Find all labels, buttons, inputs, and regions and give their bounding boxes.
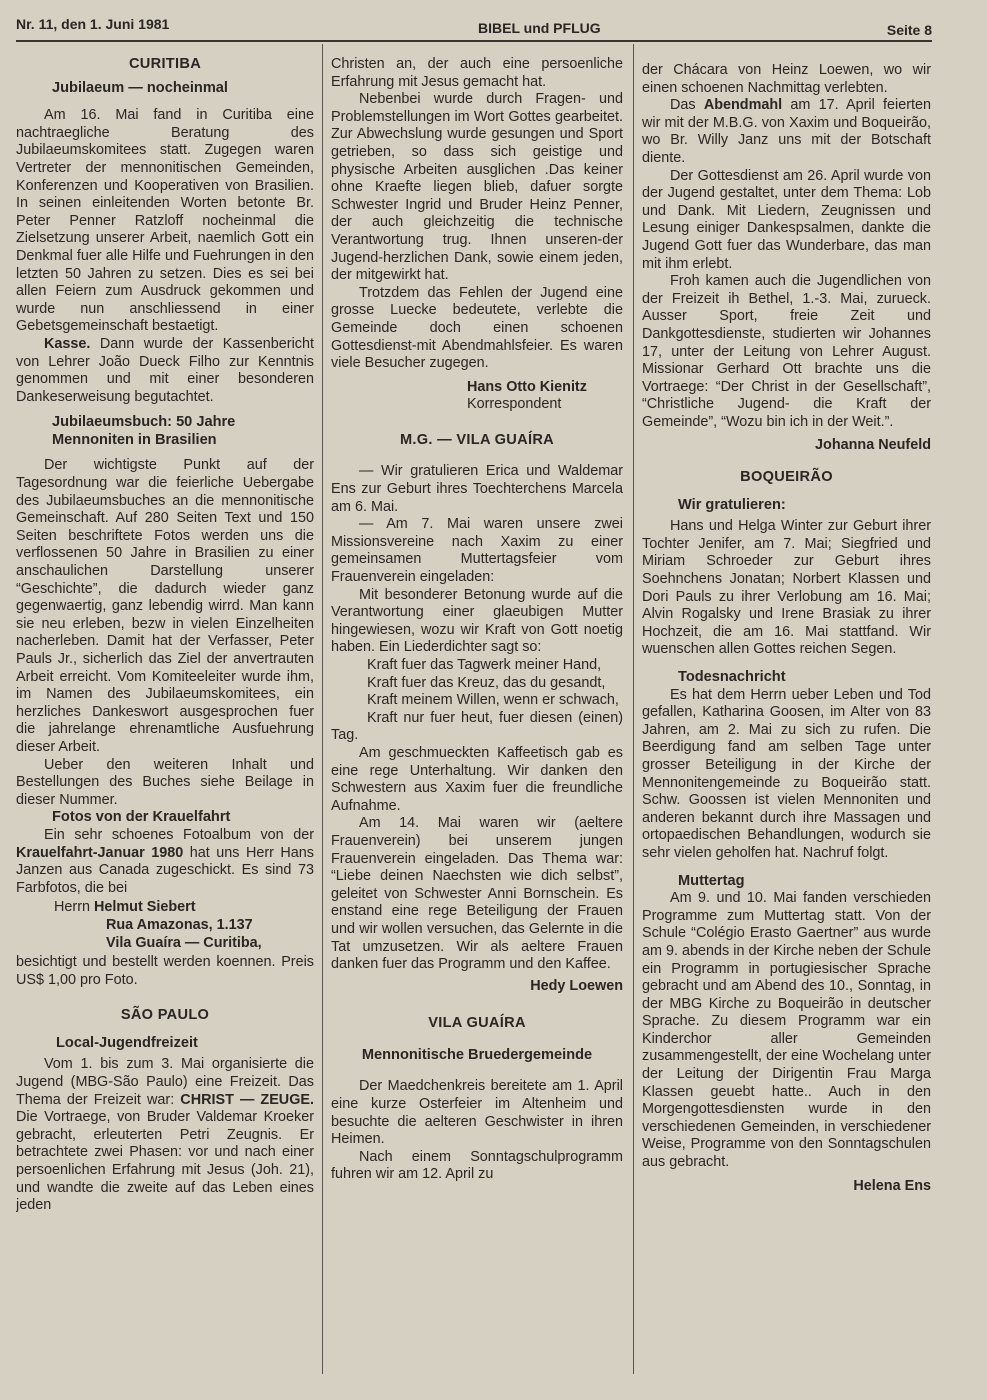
subheading-mennonitische-bruedergemeinde: Mennonitische Bruedergemeinde <box>361 1046 593 1063</box>
column-2 <box>331 52 623 1392</box>
signature-neufeld: Johanna Neufeld <box>815 437 931 454</box>
paragraph: Der Maedchenkreis bereitete am 1. April eine kurze Osterfeier im Altenheim und besuchte die aelteren Geschwister in ihren Heimen. <box>331 1078 623 1148</box>
inline-text: Dann wurde der Kassenbericht von Lehrer João Dueck Filho zur Kenntnis genommen und mit einer besonderen Dankeserweisung begutachtet. <box>16 335 314 405</box>
inline-text: Herrn <box>54 899 94 916</box>
paragraph: Am 16. Mai fand in Curitiba eine nachtraegliche Beratung des Jubilaeumskomitees statt. Zugegen waren Vertreter der mennonitischen Gemeinden, Konferenzen und Kooperativen von Brasilien. In seinen einleitenden Worten betonte Br. Peter Penner Ratzloff nocheinmal die Zielsetzung unserer Arbeit, naemlich Gott ein Denkmal fuer alle Hilfe und Fuehrungen in den letzten 50 Jahren zu setzen. Dies es sei bei allen Feiern zum Ausdruck gekommen und wurde nun anschliessend in einer Gebetsgemeinschaft bestaetigt. <box>16 107 314 335</box>
column-rule-1 <box>322 44 323 1374</box>
paragraph: — Am 7. Mai waren unsere zwei Missionsvereine nach Xaxim zu einer gemeinsamen Muttertagsfeier vom Frauenverein eingeladen: <box>331 516 623 586</box>
paragraph: Mit besonderer Betonung wurde auf die Verantwortung einer glaeubigen Mutter hingewiesen, wozu wir Kraft von Gott noetig haben. Ein Liederdichter sagt so: <box>331 586 623 656</box>
page-number: Seite 8 <box>886 22 932 38</box>
header-rule <box>16 40 932 42</box>
poem-line: Kraft nur fuer heut, fuer diesen (einen) Tag. <box>331 709 623 744</box>
subheading-jubilaeumsbuch: Jubilaeumsbuch: 50 Jahre Mennoniten in Brasilien <box>52 414 236 448</box>
inline-text: Die Vortraege, von Bruder Valdemar Kroeker gebracht, erleuterten Petri Zeugnis. Er betrachtete zwei Phasen: vor und nach einer persoenlichen Erfahrung mit Jesus (Joh. 21), und wandte die zweite auf das Leben eines jeden <box>16 1109 314 1214</box>
column-3 <box>642 52 931 1392</box>
address-line: Vila Guaíra — Curitiba, <box>106 934 262 951</box>
subheading-wir-gratulieren: Wir gratulieren: <box>678 496 786 513</box>
paragraph <box>16 336 314 406</box>
paragraph: Am geschmueckten Kaffeetisch gab es eine rege Unterhaltung. Wir danken den Schwestern aus Xaxim fuer die freundliche Aufnahme. <box>331 744 623 814</box>
issue-date: Nr. 11, den 1. Juni 1981 <box>16 16 170 32</box>
paragraph: Nebenbei wurde durch Fragen- und Problemstellungen im Wort Gottes gearbeitet. Zur Abwechslung wurde gesungen und Sport getrieben, so dass sich geistige und physische Arbeiten ausglichen .Das keiner ohne Kraefte liegen blieb, dafuer sorgte Schwester Ingrid und Bruder Heinz Penner, der auch gleichzeitig die technische Verantwortung trug. Ihnen unseren-der Jugend-herzlichen Dank, sowie einem jeden, der mitgewirkt hat. <box>331 91 623 284</box>
paragraph: Nach einem Sonntagschulprogramm fuhren wir am 12. April zu <box>331 1148 623 1183</box>
address-block <box>16 899 314 952</box>
inline-bold: Krauelfahrt-Januar 1980 <box>16 844 184 861</box>
paragraph: Am 9. und 10. Mai fanden verschieden Programme zum Muttertag statt. Von der Schule “Colégio Erasto Gaertner” aus wurde am 9. abends in der Kirche neben der Schule ein Programm in portugiesischer Sprache gebracht und am Abend des 10., Sonntag, in der MBG Kirche zu Boqueirão in deutscher Sprache. Zu diesem Programm war ein Kinderchor aller Gemeinden zusammengestellt, der eine Wochelang unter der Leitung der Dirigentin Frau Marga Klassen geuebt hatte.. Auch in den Morgengottesdiensten wurde in den verschiedenen Gemeinden, in verschiedener Weise, Programme von den Sonntagschulen aus gebracht. <box>642 890 931 1171</box>
paragraph: Der Gottesdienst am 26. April wurde von der Jugend gestaltet, unter dem Thema: Lob und Dank. Mit Liedern, Zeugnissen und Lesung einiger Dankespsalmen, dankte die Jugend Gott fuer das Wunderbare, das man mit ihm erlebt. <box>642 167 931 272</box>
newspaper-title: BIBEL und PFLUG <box>478 20 601 36</box>
paragraph: Am 14. Mai waren wir (aeltere Frauenverein) bei unserem jungen Frauenverein eingeladen. Das Thema war: “Liebe deinen Naechsten wie dich selbst”, geleitet von Schwester Anni Bornschein. Es enstand eine rege Beteiligung der Frauen und wir wollen versuchen, das Gelernte in die Tat umzusetzen. Wir als aeltere Frauen danken fuer das Programm und den Kaffee. <box>331 815 623 973</box>
section-title-mg-vila-guaira: M.G. — VILA GUAÍRA <box>399 431 555 448</box>
signature-kienitz <box>331 379 623 414</box>
section-title-vila-guaira: VILA GUAÍRA <box>428 1015 526 1032</box>
inline-text: Vom 1. bis zum 3. Mai organisierte die Jugend (MBG-São Paulo) eine Freizeit. Das Thema der Freizeit war: <box>16 1056 314 1108</box>
paragraph: Christen an, der auch eine persoenliche Erfahrung mit Jesus gemacht hat. <box>331 56 623 90</box>
section-title-boqueirao: BOQUEIRÃO <box>740 469 833 486</box>
inline-text: am 17. April feierten wir mit der M.B.G. von Xaxim und Boqueirão, wo Br. Willy Janz uns mit der Botschaft diente. <box>642 97 931 166</box>
paragraph <box>16 827 314 897</box>
paragraph: der Chácara von Heinz Loewen, wo wir einen schoenen Nachmittag verlebten. <box>642 62 931 96</box>
subheading-todesnachricht: Todesnachricht <box>678 669 786 685</box>
inline-text: Ein sehr schoenes Fotoalbum von der <box>44 826 314 843</box>
signature-role: Korrespondent <box>467 396 562 413</box>
page-header <box>16 12 932 42</box>
paragraph: Es hat dem Herrn ueber Leben und Tod gefallen, Katharina Goosen, im Alter von 83 Jahren, am 2. Mai zu sich zu rufen. Die Beerdigung fand am selben Tage unter grosser Beteiligung in der Kirche der Mennonitengemeinde zu Boqueirão statt. Schw. Goossen ist vielen Mennoniten und anderen bekannt durch ihre Massagen und ortopaedischen Behandlungen, wodurch sie sehr vielen geholfen hat. Nachruf folgt. <box>642 686 931 861</box>
poem-line: Kraft fuer das Tagwerk meiner Hand, <box>367 657 602 673</box>
signature-loewen: Hedy Loewen <box>530 977 623 994</box>
subheading-local-jugendfreizeit: Local-Jugendfreizeit <box>56 1034 198 1051</box>
inline-bold: Kasse. <box>44 335 91 352</box>
paragraph: Trotzdem das Fehlen der Jugend eine grosse Luecke bedeutete, verlebte die Gemeinde doch einen schoenen Gottesdienst-mit Abendmahlsfeier. Es waren viele Besucher zugegen. <box>331 284 623 372</box>
paragraph: Froh kamen auch die Jugendlichen von der Freizeit ih Bethel, 1.-3. Mai, zurueck. Ausser Sport, freie Zeit und Dankgottesdienste, studierten wir Johannes 17, unter der Leitung von Lehrer August. Missionar Gerhard Ott brachte uns die Vortraege: “Der Christ in der Gesellschaft”, “Christliche Jugend- die Kraft der Gemeinde”, “Wozu bin ich in der Weit.”. <box>642 273 931 430</box>
signature-name: Hans Otto Kienitz <box>467 378 587 395</box>
poem-line: Kraft fuer das Kreuz, das du gesandt, <box>367 674 606 691</box>
signature-ens: Helena Ens <box>853 1177 931 1194</box>
paragraph: Hans und Helga Winter zur Geburt ihrer Tochter Jenifer, am 7. Mai; Siegfried und Miriam Schroeder zur Geburt ihres Soehnchens Jonatan; Norbert Klassen und Dori Pauls zu ihrer Verlobung am 16. Mai; Alvin Rogalsky und Irene Brasiak zu ihrer Hochzeit, die am 16. Mai stattfand. Wir wuenschen allen Gottes reichen Segen. <box>642 518 931 658</box>
poem-line: Kraft meinem Willen, wenn er schwach, <box>367 692 619 709</box>
address-line <box>16 899 314 917</box>
paragraph <box>642 97 931 167</box>
paragraph: Ueber den weiteren Inhalt und Bestellungen des Buches siehe Beilage in dieser Nummer. <box>16 756 314 808</box>
paragraph <box>16 1056 314 1214</box>
paragraph: Der wichtigste Punkt auf der Tagesordnung war die feierliche Uebergabe des Jubilaeumsbuches an die mennonitische Gemeinschaft. Auf 280 Seiten Text und 150 Seiten beschriftete Fotos werden uns die verflossenen 50 Jahre in Brasilien zu einer anschaulichen Darstellung unserer “Geschichte”, die dadurch wieder ganz gegenwaertig, ganz lebendig wirrd. Man kann sie neu erleben, bezw in vielen Einzelheiten nacherleben. Damit hat der Verfasser, Peter Pauls Jr., sicherlich das Ziel der anvertrauten Arbeit erreicht. Vom Komiteeleiter wurde ihm, im Namen des Jubilaeumskomitees, ein herzliches Dankeswort ausgesprochen fuer die jahrelange ehrenamtliche Ausfuehrung dieser Arbeit. <box>16 457 314 755</box>
subheading-muttertag: Muttertag <box>678 872 745 889</box>
inline-bold: Abendmahl <box>703 97 783 114</box>
paragraph: besichtigt und bestellt werden koennen. Preis US$ 1,00 pro Foto. <box>16 954 314 988</box>
inline-text: hat uns Herr Hans Janzen aus Canada zugeschickt. Es sind 73 Farbfotos, die bei <box>16 844 314 896</box>
column-rule-2 <box>633 44 634 1374</box>
address-line: Rua Amazonas, 1.137 <box>106 916 253 933</box>
poem <box>331 657 623 745</box>
subheading-jubilaeum: Jubilaeum — nocheinmal <box>52 79 228 96</box>
column-1 <box>16 52 314 1392</box>
inline-bold: Helmut Siebert <box>93 899 196 916</box>
section-title-curitiba: CURITIBA <box>128 56 202 72</box>
section-title-sao-paulo: SÃO PAULO <box>120 1007 210 1024</box>
paragraph: — Wir gratulieren Erica und Waldemar Ens zur Geburt ihres Toechterchens Marcela am 6. Mai. <box>331 463 623 515</box>
subheading-fotos: Fotos von der Krauelfahrt <box>52 809 231 826</box>
inline-bold: CHRIST — ZEUGE. <box>180 1091 314 1108</box>
inline-text: Das <box>670 97 704 114</box>
